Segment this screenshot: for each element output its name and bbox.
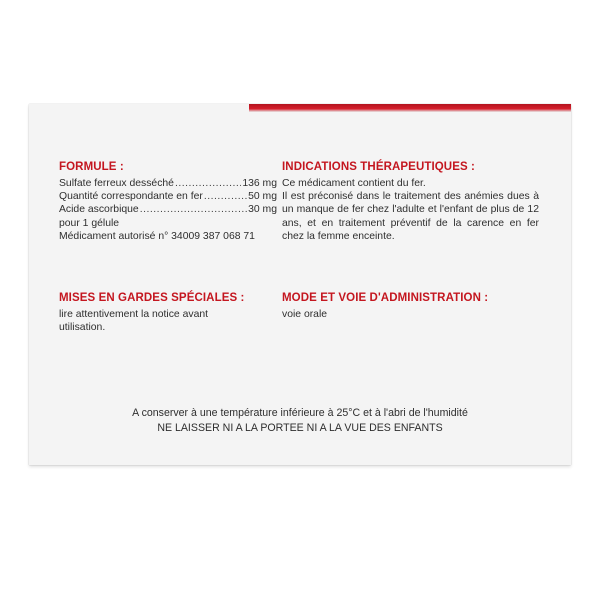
- mode-section: [282, 292, 539, 321]
- mises-en-garde-heading: MISES EN GARDES SPÉCIALES :: [59, 292, 245, 304]
- formule-per-unit: pour 1 gélule: [59, 217, 120, 229]
- child-warning: NE LAISSER NI A LA PORTEE NI A LA VUE DES ENFANTS: [157, 421, 443, 434]
- storage-footer: [29, 406, 571, 435]
- package-panel: [29, 104, 571, 465]
- mode-text: voie orale: [282, 309, 328, 320]
- leader-dots: [175, 177, 241, 190]
- formule-section: [59, 161, 281, 243]
- ingredient-name: Acide ascorbique: [59, 204, 139, 216]
- formule-row: [59, 177, 277, 190]
- leader-dots: [140, 203, 247, 216]
- authorization-number: Médicament autorisé n° 34009 387 068 71: [59, 230, 255, 242]
- ingredient-value: 30 mg: [248, 204, 277, 216]
- ingredient-name: Quantité correspondante en fer: [59, 191, 203, 203]
- ingredient-value: 50 mg: [248, 191, 277, 203]
- leader-dots: [204, 190, 247, 203]
- indications-section: [282, 161, 539, 243]
- mises-en-garde-section: [59, 292, 279, 334]
- indications-intro: Ce médicament contient du fer.: [282, 178, 426, 189]
- mode-heading: MODE ET VOIE D'ADMINISTRATION :: [282, 292, 489, 304]
- indications-paragraph: Il est préconisé dans le traitement des anémies dues à un manque de fer chez l'adulte et l'enfant de plus de 12 ans, et en traitement préventif de la carence en fer chez la femme enceinte.: [282, 191, 539, 242]
- indications-heading: INDICATIONS THÉRAPEUTIQUES :: [282, 161, 475, 173]
- red-top-band: [249, 104, 571, 112]
- ingredient-name: Sulfate ferreux desséché: [59, 178, 174, 189]
- formule-heading: FORMULE :: [59, 161, 124, 173]
- storage-instruction: A conserver à une température inférieure à 25°C et à l'abri de l'humidité: [132, 407, 468, 419]
- mises-en-garde-text: lire attentivement la notice avant utilisation.: [59, 309, 209, 334]
- formule-row: [59, 203, 277, 216]
- formule-row: [59, 190, 277, 203]
- ingredient-value: 136 mg: [242, 178, 277, 189]
